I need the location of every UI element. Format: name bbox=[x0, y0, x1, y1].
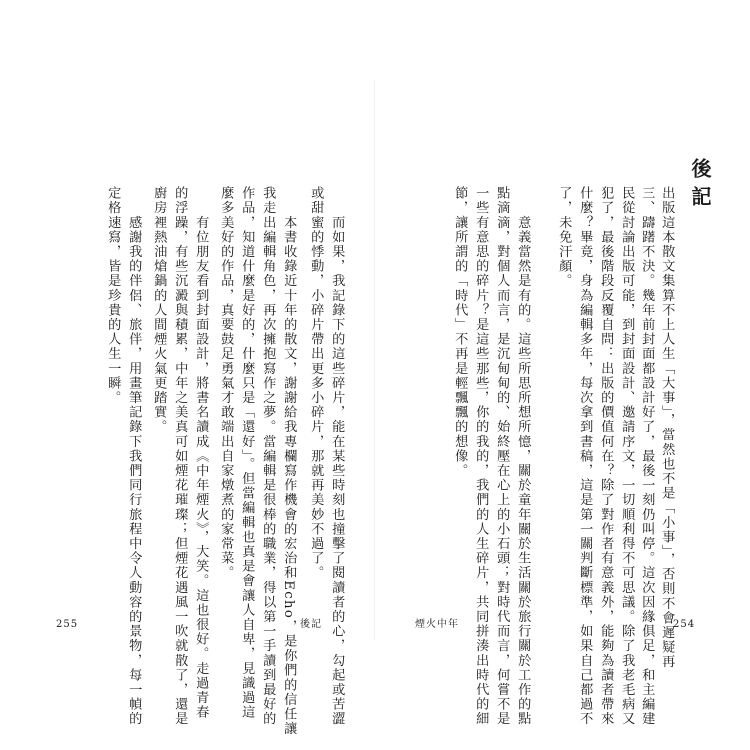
text-column: 有位朋友看到封面設計，將書名讀成《中年煙火》，大笑。這也很好。走過青春 bbox=[193, 186, 209, 720]
text-column: 定格速寫，皆是珍貴的人生一瞬。 bbox=[105, 186, 121, 405]
text-column: 的浮躁，有些沉澱與積累，中年之美真可如煙花璀璨；但煙花遇風一吹就散了，還是 bbox=[172, 186, 188, 727]
text-column: 出版這本散文集算不上人生「大事」，當然也不是「小事」，否則不會遲疑再 bbox=[659, 186, 675, 670]
text-column: 犯了，最後階段反覆自問：出版的價值何在？除了對作者有意義外，能夠為讀者帶來 bbox=[598, 186, 614, 727]
page-gutter bbox=[374, 80, 375, 640]
running-head-book-title: 煙火中年 bbox=[415, 619, 459, 630]
text-column: 我走出編輯角色，再次擁抱寫作之夢。當編輯是很棒的職業，得以第一手讀到最好的 bbox=[260, 186, 276, 727]
text-column: 一些有意思的碎片？是這些那些，你的我的，我們的人生碎片，共同拼湊出時代的細 bbox=[473, 186, 489, 727]
text-column: 而如果，我記錄下的這些碎片，能在某些時刻也撞擊了閱讀者的心，勾起或苦澀 bbox=[329, 186, 345, 727]
text-column: 或甜蜜的悸動，小碎片帶出更多小碎片，那就再美妙不過了。 bbox=[308, 186, 324, 581]
page-number: 254 bbox=[673, 619, 696, 630]
text-column: 本書收錄近十年的散文，謝謝給我專欄寫作機會的宏治和Echo，是你們的信任讓 bbox=[281, 186, 297, 737]
text-column: 廚房裡熱油熗鍋的人間煙火氣更踏實。 bbox=[151, 186, 167, 435]
running-head-chapter: 後記 bbox=[300, 619, 322, 630]
page-number: 255 bbox=[56, 619, 79, 630]
text-column: 感謝我的伴侶、旅伴，用畫筆記錄下我們同行旅程中令人動容的景物，每一幀的 bbox=[126, 186, 142, 727]
text-column: 民從討論出版可能，到封面設計、邀請序文，一切順利得不可思議。除了我老毛病又 bbox=[619, 186, 635, 727]
text-column: 點滴滴，對個人而言，是沉甸甸的、始終壓在心上的小石頭；對時代而言，何嘗不是 bbox=[494, 186, 510, 727]
text-column: 節，讓所謂的「時代」不再是輕飄飄的想像。 bbox=[452, 186, 468, 478]
text-column: 意義當然是有的。這些所思所想所憶，關於童年關於生活關於旅行關於工作的點 bbox=[515, 186, 531, 727]
text-column: 了，未免汗顏。 bbox=[556, 186, 572, 289]
text-column: 作品，知道什麼是好的，什麼只是「還好」。但當編輯也真是會讓人自卑，見識過這 bbox=[239, 186, 255, 720]
text-column: 三、躊躇不決。幾年前封面都設計好了，最後一刻仍叫停。這次因緣俱足，和主編建 bbox=[639, 186, 655, 727]
text-column: 什麼？畢竟，身為編輯多年，每次拿到書稿，這是第一關判斷標準，如果自己都過不 bbox=[577, 186, 593, 727]
text-column: 麼多美好的作品，真要鼓足勇氣才敢端出自家燉煮的家常菜。 bbox=[218, 186, 234, 581]
chapter-title: 後記 bbox=[688, 158, 712, 214]
